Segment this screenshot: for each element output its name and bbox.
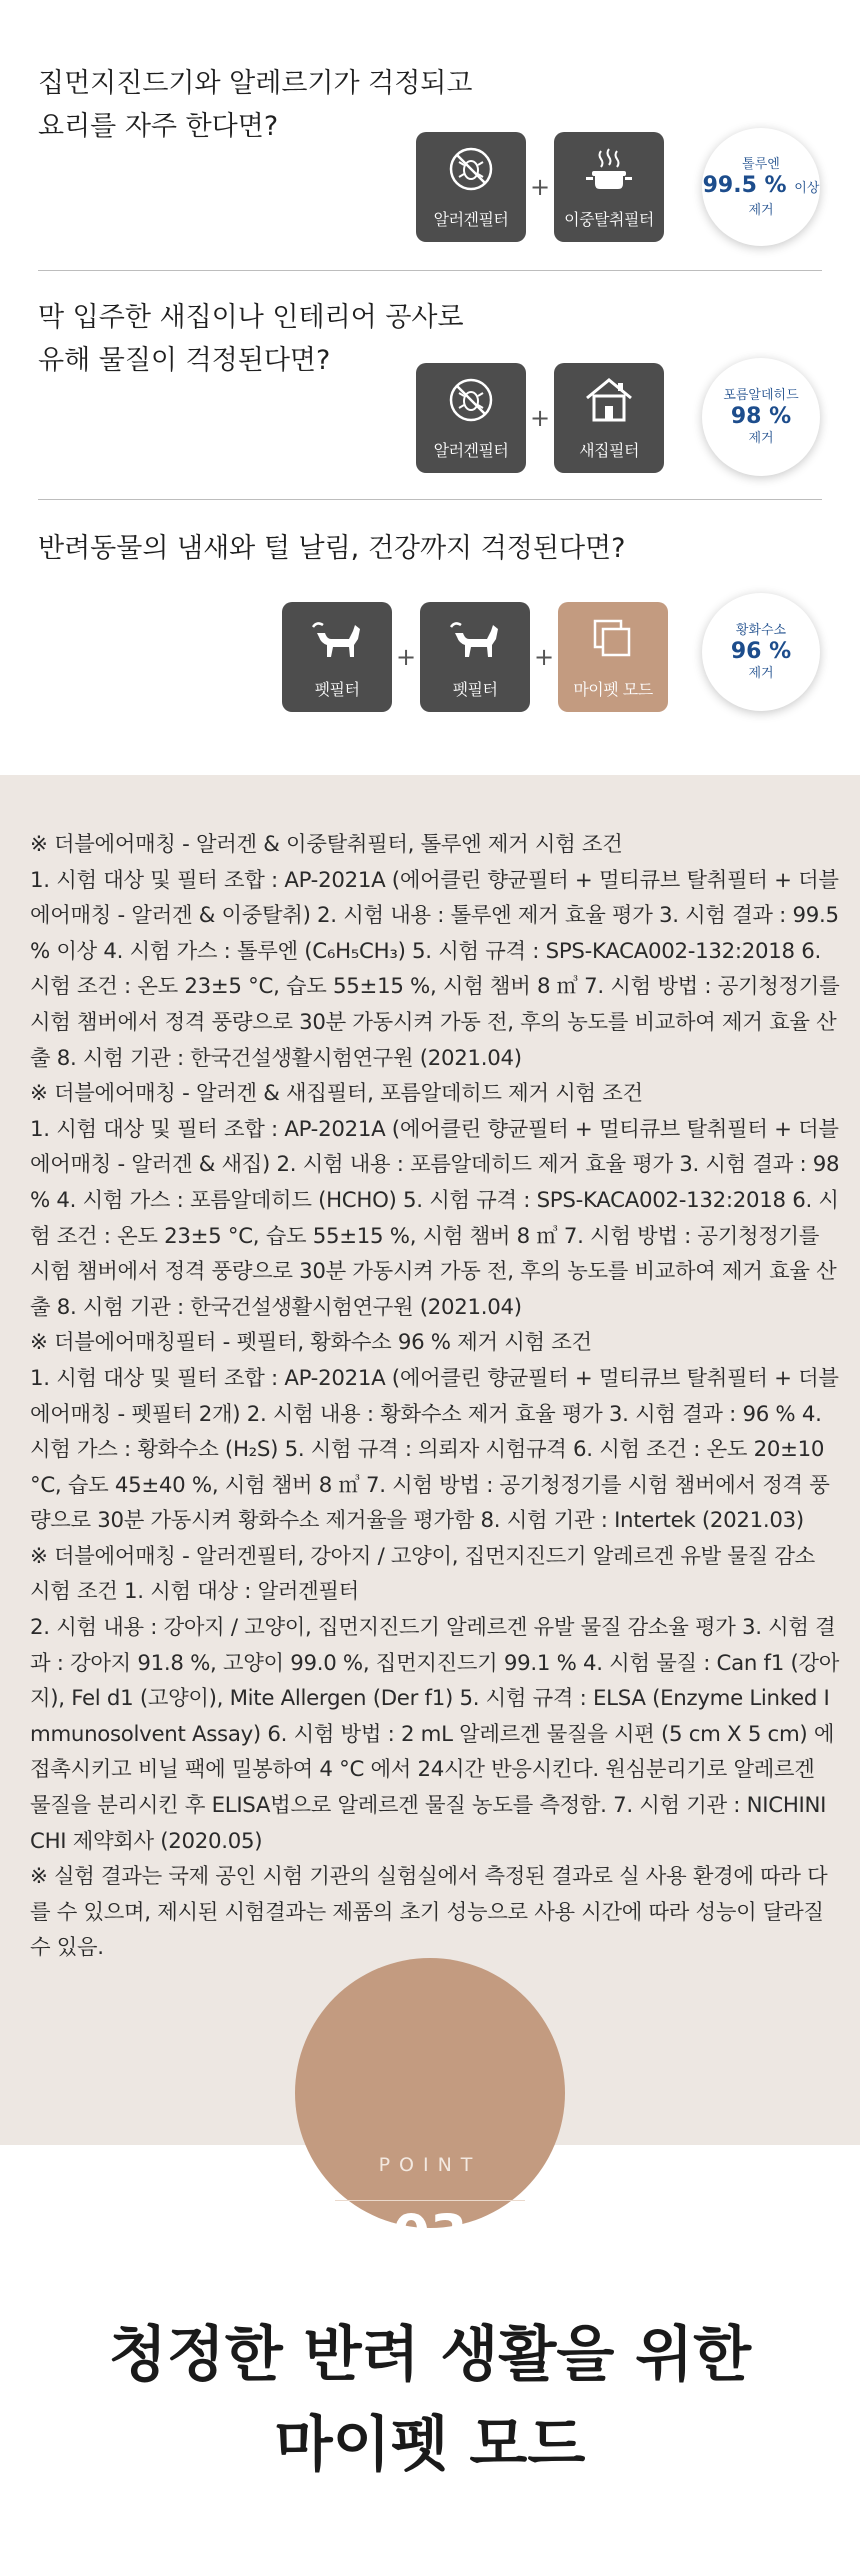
point-label: POINT bbox=[378, 2154, 482, 2176]
scenario-title bbox=[38, 527, 818, 570]
filter-combination bbox=[282, 602, 668, 712]
scenario-new-house bbox=[0, 240, 860, 490]
filter-tile-new-house bbox=[554, 363, 664, 473]
badge-substance: 황화수소 bbox=[735, 623, 787, 638]
filter-combination bbox=[416, 132, 664, 242]
filter-tile-mypet-mode bbox=[558, 602, 668, 712]
filter-label: 새집필터 bbox=[579, 441, 639, 460]
result-badge bbox=[702, 128, 820, 246]
dog-icon bbox=[311, 613, 363, 665]
filter-label: 알러겐필터 bbox=[433, 441, 509, 460]
plus-sign: + bbox=[395, 643, 417, 671]
filter-tile-pet bbox=[420, 602, 530, 712]
badge-value: 98 % bbox=[730, 404, 792, 429]
dog-icon bbox=[449, 613, 501, 665]
title-line: 유해 물질이 걱정된다면? bbox=[38, 345, 331, 376]
badge-value: 99.5 % 이상 bbox=[702, 172, 820, 198]
badge-substance: 포름알데히드 bbox=[723, 388, 799, 403]
filter-tile-allergen bbox=[416, 132, 526, 242]
title-line: 집먼지진드기와 알레르기가 걱정되고 bbox=[38, 68, 473, 99]
plus-sign: + bbox=[529, 404, 551, 432]
scenario-allergen-cooking bbox=[0, 0, 860, 250]
mode-icon bbox=[587, 613, 639, 665]
filter-label: 마이펫 모드 bbox=[573, 680, 653, 699]
title-line: 반려동물의 냄새와 털 날림, 건강까지 걱정된다면? bbox=[38, 533, 626, 564]
title-line: 막 입주한 새집이나 인테리어 공사로 bbox=[38, 302, 464, 333]
allergen-icon bbox=[445, 374, 497, 426]
badge-value: 96 % bbox=[730, 639, 792, 664]
scenario-pet bbox=[0, 480, 860, 730]
point-divider bbox=[335, 2200, 525, 2201]
section-headline bbox=[0, 2310, 860, 2490]
pot-icon bbox=[583, 143, 635, 195]
filter-tile-pet bbox=[282, 602, 392, 712]
plus-sign: + bbox=[533, 643, 555, 671]
headline-line: 청정한 반려 생활을 위한 bbox=[108, 2320, 752, 2390]
point-number: 03 bbox=[392, 2203, 468, 2266]
headline-line: 마이펫 모드 bbox=[274, 2410, 586, 2480]
test-conditions-text: ※ 더블에어매칭 - 알러겐 & 이중탈취필터, 톨루엔 제거 시험 조건 1. 시험 대상 및 필터 조합 : AP-2021A (에어클린 향균필터 + 멀티큐브 탈취필터 + 더블에어매칭 - 알러겐 & 이중탈취) 2. 시험 내용 : 톨루엔 제거 효율 평가 3. 시험 결과 : 99.5 % 이상 4. 시험 가스 : 톨루엔 (C₆H₅CH₃) 5. 시험 규격 : SPS-KACA002-132:2018 6. 시험 조건 : 온도 23±5 °C, 습도 55±15 %, 시험 챔버 8 ㎥ 7. 시험 방법 : 공기청정기를 시험 챔버에서 정격 풍량으로 30분 가동시켜 가동 전, 후의 농도를 비교하여 제거 효율 산출 8. 시험 기관 : 한국건설생활시험연구원 (2021.04) ※ 더블에어매칭 - 알러겐 & 새집필터, 포름알데히드 제거 시험 조건 1. 시험 대상 및 필터 조합 : AP-2021A (에어클린 향균필터 + 멀티큐브 탈취필터 + 더블에어매칭 - 알러겐 & 새집) 2. 시험 내용 : 포름알데히드 제거 효율 평가 3. 시험 결과 : 98 % 4. 시험 가스 : 포름알데히드 (HCHO) 5. 시험 규격 : SPS-KACA002-132:2018 6. 시험 조건 : 온도 23±5 °C, 습도 55±15 %, 시험 챔버 8 ㎥ 7. 시험 방법 : 공기청정기를 시험 챔버에서 정격 풍량으로 30분 가동시켜 가동 전, 후의 농도를 비교하여 제거 효율 산출 8. 시험 기관 : 한국건설생활시험연구원 (2021.04) ※ 더블에어매칭필터 - 펫필터, 황화수소 96 % 제거 시험 조건 1. 시험 대상 및 필터 조합 : AP-2021A (에어클린 향균필터 + 멀티큐브 탈취필터 + 더블에어매칭 - 펫필터 2개) 2. 시험 내용 : 황화수소 제거 효율 평가 3. 시험 결과 : 96 % 4. 시험 가스 : 황화수소 (H₂S) 5. 시험 규격 : 의뢰자 시험규격 6. 시험 조건 : 온도 20±10 °C, 습도 45±40 %, 시험 챔버 8 ㎥ 7. 시험 방법 : 공기청정기를 시험 챔버에서 정격 풍량으로 30분 가동시켜 황화수소 제거율을 평가함 8. 시험 기관 : Intertek (2021.03) ※ 더블에어매칭 - 알러겐필터, 강아지 / 고양이, 집먼지진드기 알레르겐 유발 물질 감소 시험 조건 1. 시험 대상 : 알러겐필터 2. 시험 내용 : 강아지 / 고양이, 집먼지진드기 알레르겐 유발 물질 감소율 평가 3. 시험 결과 : 강아지 91.8 %, 고양이 99.0 %, 집먼지진드기 99.1 % 4. 시험 물질 : Can f1 (강아지), Fel d1 (고양이), Mite Allergen (Der f1) 5. 시험 규격 : ELSA (Enzyme Linked Immunosolvent Assay) 6. 시험 방법 : 2 mL 알레르겐 물질을 시편 (5 cm X 5 cm) 에 접촉시키고 비닐 팩에 밀봉하여 4 °C 에서 24시간 반응시킨다. 원심분리기로 알레르겐 물질을 분리시킨 후 ELISA법으로 알레르겐 물질 농도를 측정함. 7. 시험 기관 : NICHINICHI 제약회사 (2020.05) ※ 실험 결과는 국제 공인 시험 기관의 실험실에서 측정된 결과로 실 사용 환경에 따라 다를 수 있으며, 제시된 시험결과는 제품의 초기 성능으로 사용 시간에 따라 성능이 달라질 수 있음. bbox=[30, 832, 840, 1961]
badge-word: 제거 bbox=[748, 666, 774, 681]
test-conditions-panel bbox=[0, 775, 860, 2145]
filter-tile-deodorizing bbox=[554, 132, 664, 242]
filter-label: 펫필터 bbox=[314, 680, 360, 699]
badge-word: 제거 bbox=[748, 202, 774, 218]
plus-sign: + bbox=[529, 173, 551, 201]
filter-combination bbox=[416, 363, 664, 473]
result-badge bbox=[702, 593, 820, 711]
house-icon bbox=[583, 374, 635, 426]
point-badge bbox=[295, 1958, 565, 2266]
result-badge bbox=[702, 358, 820, 476]
title-line: 요리를 자주 한다면? bbox=[38, 111, 279, 142]
filter-label: 알러겐필터 bbox=[433, 210, 509, 229]
filter-tile-allergen bbox=[416, 363, 526, 473]
allergen-icon bbox=[445, 143, 497, 195]
badge-substance: 톨루엔 bbox=[742, 156, 780, 172]
filter-label: 이중탈취필터 bbox=[564, 210, 654, 229]
filter-label: 펫필터 bbox=[452, 680, 498, 699]
badge-word: 제거 bbox=[748, 431, 774, 446]
